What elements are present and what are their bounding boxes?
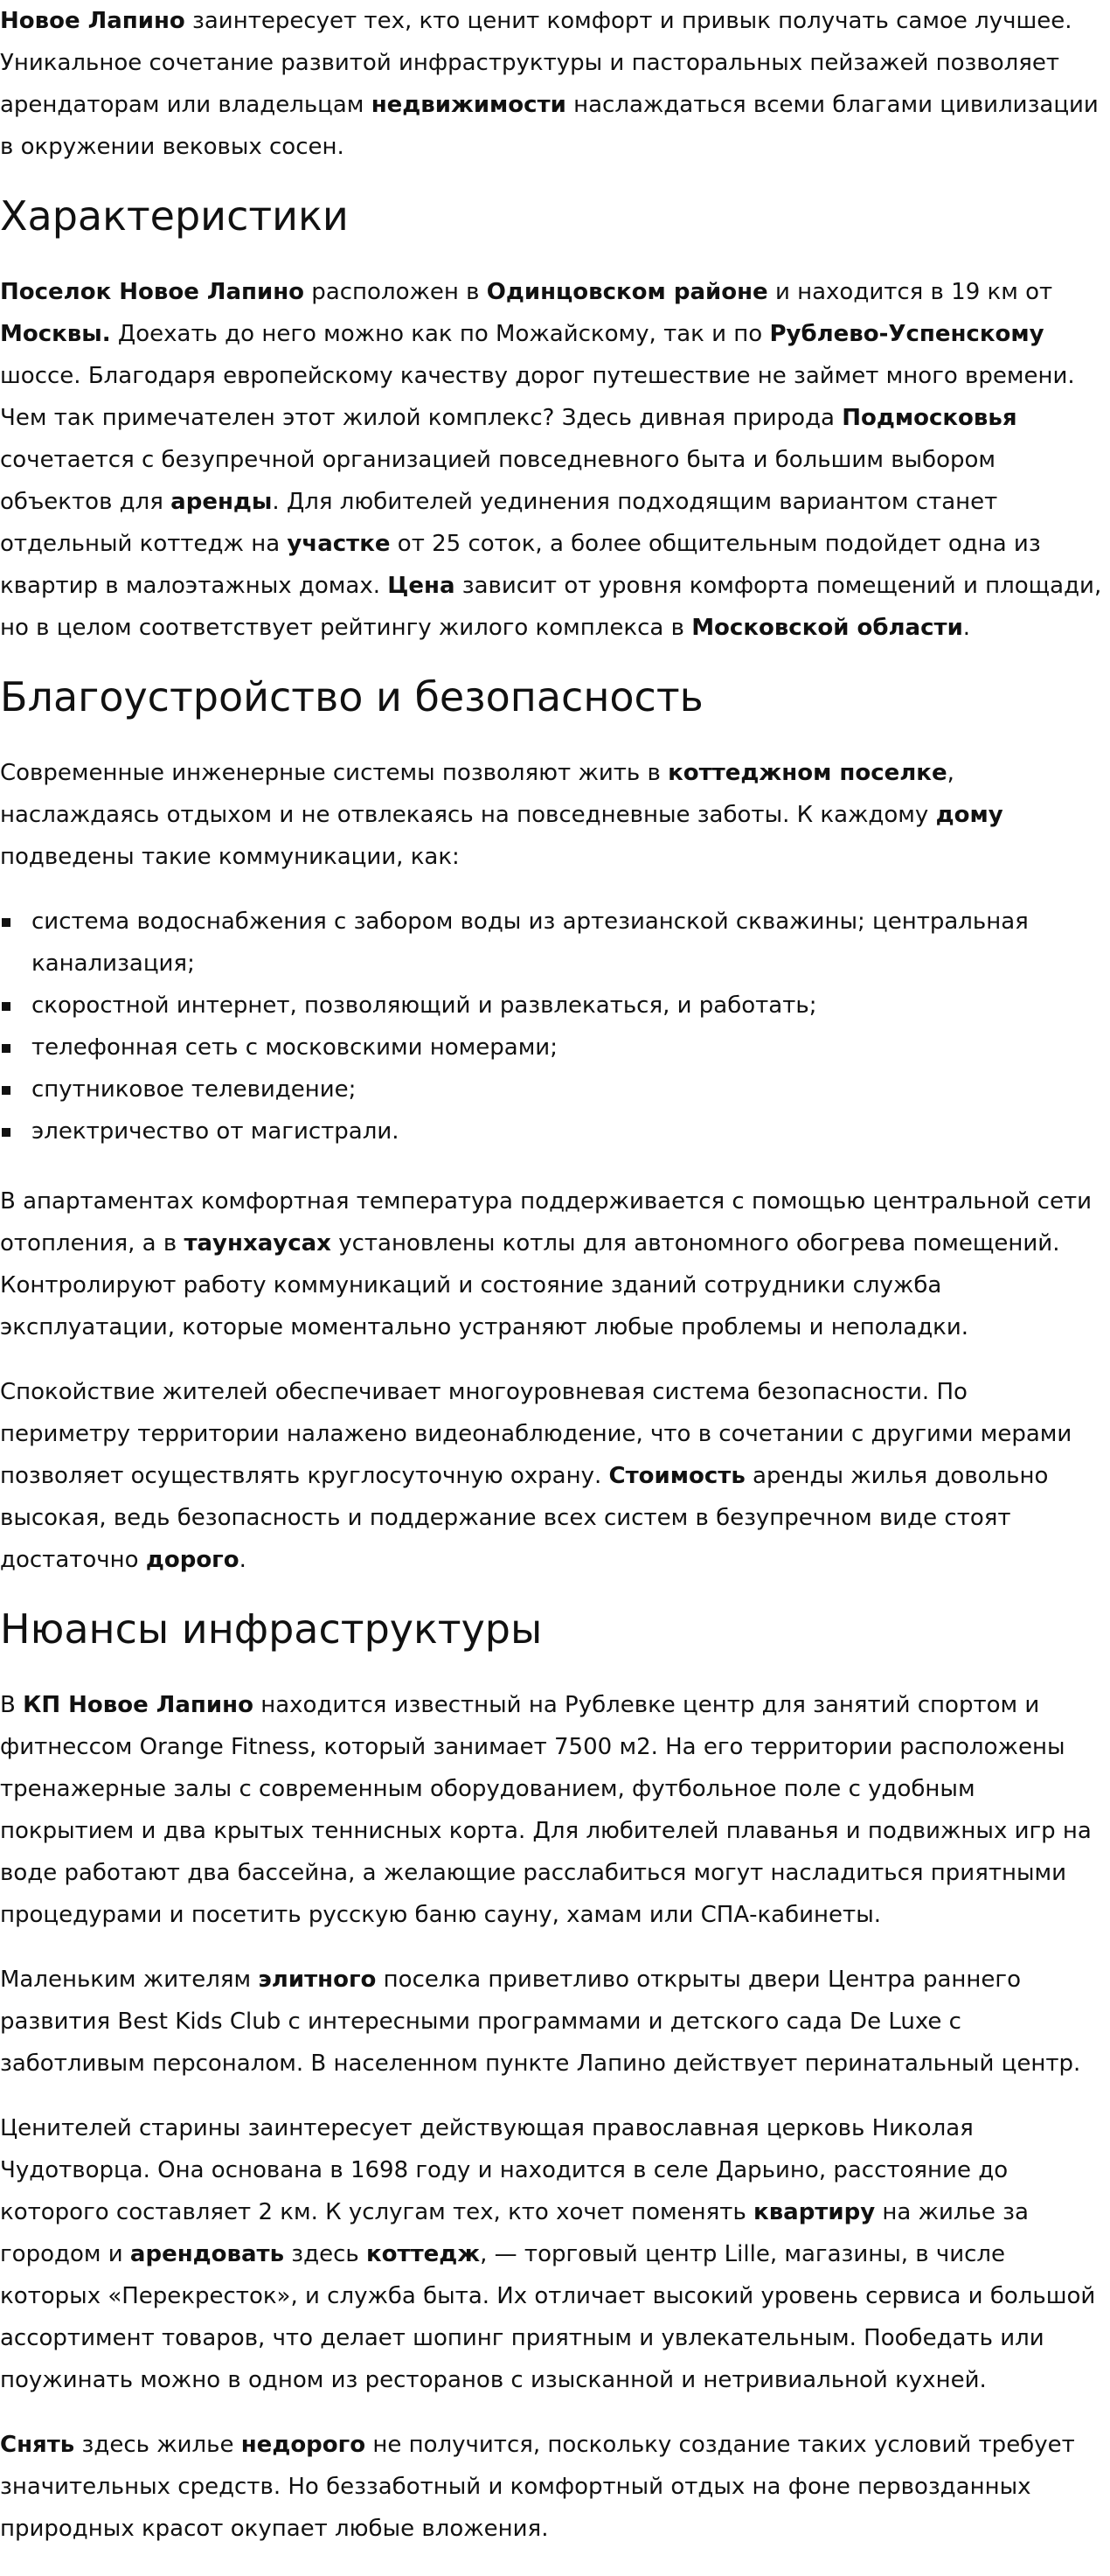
bold-keyword: недорого	[240, 2432, 366, 2458]
text-run: В	[0, 1692, 24, 1718]
text-run: аренды жилья довольно высокая, ведь безопасность и поддержание всех систем в безупречном виде стоят достаточно	[0, 1463, 1049, 1573]
text-run: находится известный на Рублевке центр для занятий спортом и фитнессом Orange Fitness, который занимает 7500 м2. На его территории расположены тренажерные залы с современным оборудованием, футбольное поле с удобным покрытием и два крытых теннисных корта. Для любителей плаванья и подвижных игр на воде работают два бассейна, а желающие расслабиться могут насладиться приятными процедурами и посетить русскую баню сауну, хамам или СПА-кабинеты.	[0, 1692, 1092, 1928]
bold-keyword: аренды	[170, 489, 273, 515]
text-run: .	[239, 1547, 246, 1573]
text-run: зависит от уровня комфорта помещений и площади, но в целом соответствует рейтингу жилого комплекса в	[0, 573, 1102, 641]
list-item	[0, 985, 1103, 1027]
text-run: и находится в 19 км от	[767, 279, 1053, 305]
text-run: . Для любителей уединения подходящим вариантом станет отдельный коттедж на	[0, 489, 998, 557]
section-heading: Нюансы инфраструктуры	[0, 1605, 543, 1653]
bold-keyword: участке	[287, 531, 391, 557]
list-item	[0, 901, 1103, 985]
bold-keyword: Московской области	[691, 615, 963, 641]
paragraph	[0, 1684, 1103, 1936]
square-bullet-icon	[2, 1044, 10, 1053]
text-run: шоссе. Благодаря европейскому качеству дорог путешествие не займет много времени. Чем так примечателен этот жилой комплекс? Здесь дивная природа	[0, 363, 1075, 431]
text-run: Современные инженерные системы позволяют жить в	[0, 760, 669, 786]
paragraph	[0, 2107, 1103, 2401]
text-run: Доехать до него можно как по Можайскому, так и по	[110, 321, 770, 347]
section-heading: Характеристики	[0, 192, 349, 240]
square-bullet-icon	[2, 918, 10, 927]
text-run: заинтересует тех, кто ценит комфорт и привык получать самое лучшее. Уникальное сочетание развитой инфраструктуры и пасторальных пейзажей позволяет арендаторам или владельцам	[0, 8, 1072, 118]
square-bullet-icon	[2, 1086, 10, 1095]
bold-keyword: Снять	[0, 2432, 75, 2458]
list-item-text: скоростной интернет, позволяющий и развлекаться, и работать;	[31, 992, 817, 1019]
bold-keyword: Поселок Новое Лапино	[0, 279, 305, 305]
square-bullet-icon	[2, 1128, 10, 1137]
bold-keyword: Подмосковья	[842, 405, 1017, 431]
bold-keyword: Одинцовском районе	[486, 279, 768, 305]
text-run: Спокойствие жителей обеспечивает многоуровневая система безопасности. По периметру территории налажено видеонаблюдение, что в сочетании с другими мерами позволяет осуществлять круглосуточную охрану.	[0, 1379, 1072, 1489]
bold-keyword: таунхаусах	[184, 1230, 331, 1257]
bold-keyword: КП Новое Лапино	[23, 1692, 253, 1718]
paragraph	[0, 2424, 1103, 2550]
bold-keyword: Стоимость	[608, 1463, 746, 1489]
text-run: наслаждаться всеми благами цивилизации в окружении вековых сосен.	[0, 92, 1099, 160]
text-run: , наслаждаясь отдыхом и не отвлекаясь на повседневные заботы. К каждому	[0, 760, 954, 828]
text-run: , — торговый центр Lille, магазины, в числе которых «Перекресток», и служба быта. Их отличает высокий уровень сервиса и большой ассортимент товаров, что делает шопинг приятным и увлекательным. Пообедать или поужинать можно в одном из ресторанов с изысканной и нетривиальной кухней.	[0, 2241, 1096, 2393]
text-run: здесь жилье	[74, 2432, 241, 2458]
bold-keyword: арендовать	[129, 2241, 285, 2267]
bold-keyword: квартиру	[753, 2199, 876, 2225]
section-heading: Благоустройство и безопасность	[0, 673, 704, 721]
list-item-text: система водоснабжения с забором воды из артезианской скважины; центральная канализация;	[31, 909, 1029, 977]
bold-keyword: Цена	[387, 573, 455, 599]
text-run: здесь	[284, 2241, 366, 2267]
text-run: не получится, поскольку создание таких условий требует значительных средств. Но беззаботный и комфортный отдых на фоне первозданных природных красот окупает любые вложения.	[0, 2432, 1075, 2542]
bold-keyword: дому	[935, 802, 1003, 828]
paragraph	[0, 1180, 1103, 1348]
text-run: Маленьким жителям	[0, 1967, 259, 1993]
paragraph	[0, 1959, 1103, 2085]
text-run: от 25 соток, а более общительным подойдет одна из квартир в малоэтажных домах.	[0, 531, 1041, 599]
paragraph	[0, 752, 1103, 878]
list-item	[0, 1027, 1103, 1069]
text-run: Ценителей старины заинтересует действующая православная церковь Николая Чудотворца. Она основана в 1698 году и находится в селе Дарьино, расстояние до которого составляет 2 км. К услугам тех, кто хочет поменять	[0, 2115, 1009, 2225]
square-bullet-icon	[2, 1002, 10, 1011]
bold-keyword: недвижимости	[371, 92, 566, 118]
bold-keyword: Новое Лапино	[0, 8, 185, 34]
intro-paragraph	[0, 0, 1103, 168]
list-item	[0, 1110, 1103, 1152]
text-run: на жилье за городом и	[0, 2199, 1029, 2267]
paragraph	[0, 1371, 1103, 1581]
text-run: .	[962, 615, 971, 641]
text-run: поселка приветливо открыты двери Центра раннего развития Best Kids Club с интересными программами и детского сада De Luxe с заботливым персоналом. В населенном пункте Лапино действует перинатальный центр.	[0, 1967, 1081, 2077]
list-item-text: электричество от магистрали.	[31, 1118, 399, 1145]
bold-keyword: коттеджном поселке	[668, 760, 947, 786]
bold-keyword: коттедж	[365, 2241, 481, 2267]
text-run: сочетается с безупречной организацией повседневного быта и большим выбором объектов для	[0, 447, 996, 515]
paragraph	[0, 271, 1103, 649]
list-item	[0, 1069, 1103, 1110]
text-run: подведены такие коммуникации, как:	[0, 844, 460, 870]
utilities-list	[0, 901, 1103, 1152]
bold-keyword: Рублево-Успенскому	[769, 321, 1044, 347]
text-run: расположен в	[304, 279, 487, 305]
list-item-text: телефонная сеть с московскими номерами;	[31, 1034, 558, 1061]
bold-keyword: элитного	[258, 1967, 377, 1993]
text-run: В апартаментах комфортная температура поддерживается с помощью центральной сети отопления, а в	[0, 1188, 1093, 1257]
bold-keyword: Москвы.	[0, 321, 111, 347]
list-item-text: спутниковое телевидение;	[31, 1076, 357, 1103]
text-run: установлены котлы для автономного обогрева помещений. Контролируют работу коммуникаций и состояние зданий сотрудники служба эксплуатации, которые моментально устраняют любые проблемы и неполадки.	[0, 1230, 1060, 1340]
bold-keyword: дорого	[145, 1547, 239, 1573]
